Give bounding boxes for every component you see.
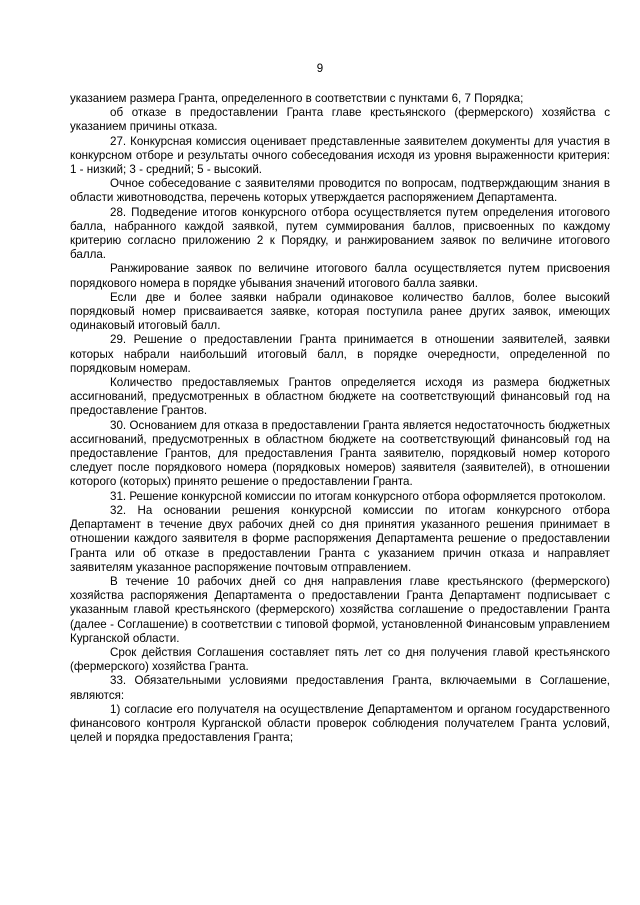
paragraph: 1) согласие его получателя на осуществление Департаментом и органом государственного финансового контроля Курганской области проверок соблюдения получателем Гранта условий, целей и порядка предоставления Гранта; (70, 702, 610, 745)
paragraph: 30. Основанием для отказа в предоставлении Гранта является недостаточность бюджетных ассигнований, предусмотренных в областном бюджете на соответствующий финансовый год на предоставление Грантов, для предоставления Гранта заявителю, порядковый номер которого следует после порядкового номера (порядковых номеров) заявителя (заявителей), в отношении которого (которых) принято решение о предоставлении Гранта. (70, 418, 610, 489)
paragraph: Срок действия Соглашения составляет пять лет со дня получения главой крестьянского (фермерского) хозяйства Гранта. (70, 645, 610, 674)
paragraph: 29. Решение о предоставлении Гранта принимается в отношении заявителей, заявки которых набрали наибольший итоговый балл, в порядке очередности, определенной по порядковым номерам. (70, 333, 610, 375)
paragraph: об отказе в предоставлении Гранта главе крестьянского (фермерского) хозяйства с указанием причины отказа. (70, 106, 610, 134)
paragraph: 33. Обязательными условиями предоставления Гранта, включаемыми в Соглашение, являются: (70, 674, 610, 702)
paragraph: В течение 10 рабочих дней со дня направления главе крестьянского (фермерского) хозяйства распоряжения Департамента о предоставлении Гранта Департамент подписывает с указанным главой крестьянского (фермерского) хозяйства соглашение о предоставлении Гранта (далее - Соглашение) в соответствии с типовой формой, установленной Финансовым управлением Курганской области. (70, 574, 610, 645)
paragraph: 31. Решение конкурсной комиссии по итогам конкурсного отбора оформляется протоколом. (110, 489, 606, 503)
document-body (70, 92, 610, 745)
paragraph: 27. Конкурсная комиссия оценивает представленные заявителем документы для участия в конкурсном отборе и результаты очного собеседования исходя из уровня выраженности критерия: 1 - низкий; 3 - средний; 5 - высокий. (70, 134, 610, 177)
paragraph: Если две и более заявки набрали одинаковое количество баллов, более высокий порядковый номер присваивается заявке, которая поступила ранее других заявок, имеющих одинаковый итоговый балл. (70, 290, 610, 333)
paragraph: 32. На основании решения конкурсной комиссии по итогам конкурсного отбора Департамент в течение двух рабочих дней со дня принятия указанного решения принимает в отношении каждого заявителя в форме распоряжения Департамента решение о предоставлении Гранта или об отказе в предоставлении Гранта с указанием причин отказа и направляет заявителям указанное распоряжение почтовым отправлением. (70, 503, 610, 574)
paragraph: Ранжирование заявок по величине итогового балла осуществляется путем присвоения порядкового номера в порядке убывания значений итогового балла заявки. (70, 262, 610, 290)
paragraph: Очное собеседование с заявителями проводится по вопросам, подтверждающим знания в области животноводства, перечень которых утверждается распоряжением Департамента. (70, 177, 610, 205)
paragraph: 28. Подведение итогов конкурсного отбора осуществляется путем определения итогового балла, набранного каждой заявкой, путем суммирования баллов, присвоенных по каждому критерию согласно приложению 2 к Порядку, и ранжированием заявок по величине итогового балла. (70, 205, 610, 262)
paragraph: Количество предоставляемых Грантов определяется исходя из размера бюджетных ассигнований, предусмотренных в областном бюджете на соответствующий финансовый год на предоставление Грантов. (70, 376, 610, 418)
paragraph: указанием размера Гранта, определенного в соответствии с пунктами 6, 7 Порядка; (70, 92, 524, 105)
page-number: 9 (316, 63, 324, 75)
